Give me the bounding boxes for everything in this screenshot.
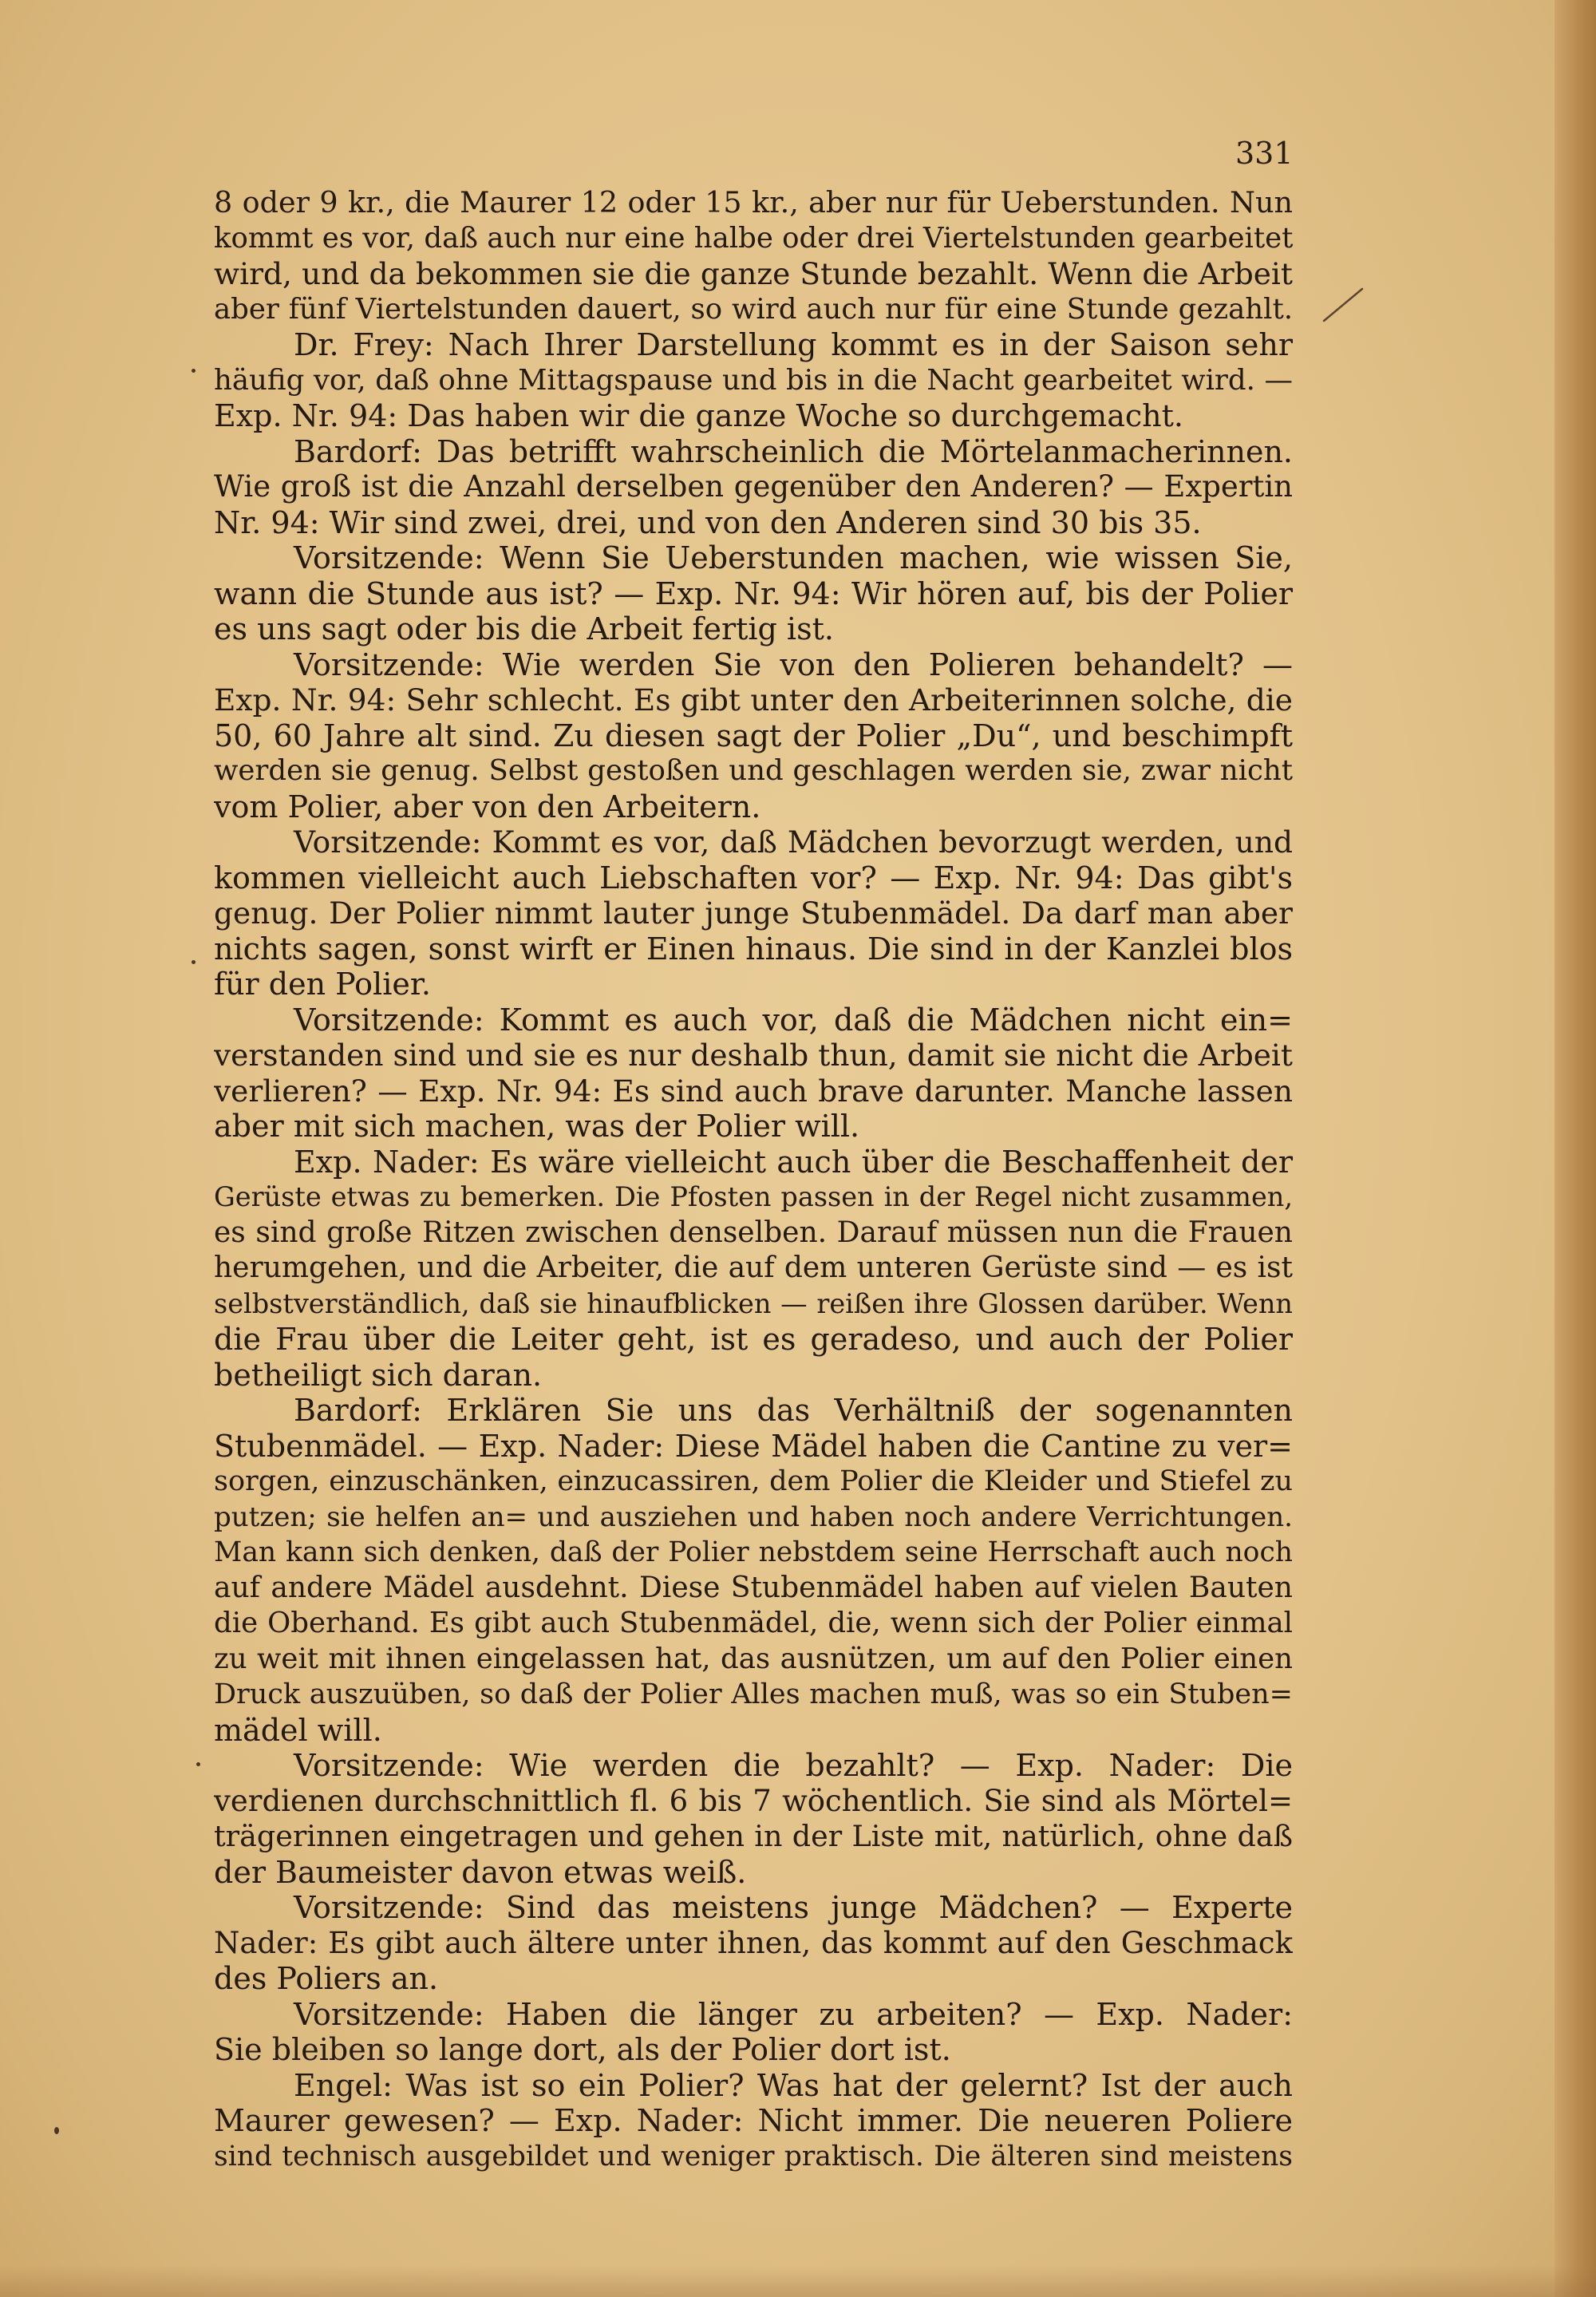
text-line: Sie bleiben so lange dort, als der Polier dort ist.: [214, 2032, 951, 2067]
text-line: wird, und da bekommen sie die ganze Stunde bezahlt. Wenn die Arbeit: [214, 256, 1293, 291]
text-line: putzen; sie helfen an= und ausziehen und haben noch andere Verrichtungen.: [214, 1500, 1293, 1533]
page-edge-shadow: [1555, 0, 1596, 2297]
text-line: 8 oder 9 kr., die Maurer 12 oder 15 kr., aber nur für Ueberstunden. Nun: [214, 185, 1293, 219]
text-line: wann die Stunde aus ist? — Exp. Nr. 94: Wir hören auf, bis der Polier: [214, 575, 1293, 611]
text-line: selbstverständlich, daß sie hinaufblicken — reißen ihre Glossen darüber. Wenn: [214, 1287, 1293, 1319]
text-line: Vorsitzende: Wie werden die bezahlt? — Exp. Nader: Die: [294, 1748, 1293, 1783]
text-line: Vorsitzende: Kommt es auch vor, daß die Mädchen nicht ein=: [294, 1002, 1293, 1038]
page-bottom-shadow: [0, 2265, 1596, 2297]
text-line: Bardorf: Erklären Sie uns das Verhältniß der sogenannten: [294, 1393, 1293, 1428]
text-line: verlieren? — Exp. Nr. 94: Es sind auch brave darunter. Manche lassen: [214, 1073, 1293, 1109]
text-line: die Oberhand. Es gibt auch Stubenmädel, die, wenn sich der Polier einmal: [214, 1607, 1293, 1639]
text-line: nichts sagen, sonst wirft er Einen hinaus. Die sind in der Kanzlei blos: [214, 931, 1293, 967]
text-line: Exp. Nr. 94: Sehr schlecht. Es gibt unter den Arbeiterinnen solche, die: [214, 682, 1293, 718]
text-line: verdienen durchschnittlich fl. 6 bis 7 wöchentlich. Sie sind als Mörtel=: [214, 1783, 1293, 1818]
text-line: Nr. 94: Wir sind zwei, drei, und von den Anderen sind 30 bis 35.: [214, 504, 1202, 540]
ink-speck: [192, 369, 196, 373]
text-line: 50, 60 Jahre alt sind. Zu diesen sagt der Polier „Du“, und beschimpft: [214, 718, 1293, 753]
text-line: herumgehen, und die Arbeiter, die auf dem unteren Gerüste sind — es ist: [214, 1251, 1293, 1284]
text-line: für den Polier.: [214, 967, 431, 1002]
text-line: Exp. Nader: Es wäre vielleicht auch über die Beschaffenheit der: [294, 1144, 1293, 1180]
text-line: Vorsitzende: Kommt es vor, daß Mädchen bevorzugt werden, und: [294, 824, 1293, 860]
text-line: Nader: Es gibt auch ältere unter ihnen, das kommt auf den Geschmack: [214, 1925, 1293, 1960]
body-text: [214, 185, 1293, 2174]
text-line: die Frau über die Leiter geht, ist es geradeso, und auch der Polier: [214, 1322, 1293, 1357]
text-line: es sind große Ritzen zwischen denselben. Darauf müssen nun die Frauen: [214, 1216, 1293, 1249]
text-line: verstanden sind und sie es nur deshalb thun, damit sie nicht die Arbeit: [214, 1038, 1293, 1073]
ink-speck: [54, 2127, 59, 2134]
text-line: der Baumeister davon etwas weiß.: [214, 1854, 747, 1890]
text-line: werden sie genug. Selbst gestoßen und geschlagen werden sie, zwar nicht: [214, 754, 1293, 787]
text-line: Man kann sich denken, daß der Polier nebstdem seine Herrschaft auch noch: [214, 1536, 1293, 1568]
pencil-margin-mark: [1321, 286, 1365, 324]
text-line: trägerinnen eingetragen und gehen in der Liste mit, natürlich, ohne daß: [214, 1819, 1293, 1853]
text-line: zu weit mit ihnen eingelassen hat, das ausnützen, um auf den Polier einen: [214, 1642, 1293, 1675]
text-line: kommt es vor, daß auch nur eine halbe oder drei Viertelstunden gearbeitet: [214, 221, 1293, 255]
text-line: aber mit sich machen, was der Polier will.: [214, 1109, 860, 1144]
text-line: Maurer gewesen? — Exp. Nader: Nicht immer. Die neueren Poliere: [214, 2103, 1293, 2138]
text-line: Wie groß ist die Anzahl derselben gegenüber den Anderen? — Expertin: [214, 469, 1293, 504]
ink-speck: [196, 1762, 200, 1766]
text-line: Bardorf: Das betrifft wahrscheinlich die Mörtelanmacherinnen.: [294, 433, 1293, 469]
text-line: genug. Der Polier nimmt lauter junge Stubenmädel. Da darf man aber: [214, 895, 1293, 931]
text-line: Vorsitzende: Sind das meistens junge Mädchen? — Experte: [294, 1890, 1293, 1925]
ink-speck: [192, 960, 196, 964]
text-line: des Poliers an.: [214, 1961, 439, 1996]
text-line: Gerüste etwas zu bemerken. Die Pfosten passen in der Regel nicht zusammen,: [214, 1181, 1293, 1212]
text-line: sorgen, einzuschänken, einzucassiren, dem Polier die Kleider und Stiefel zu: [214, 1465, 1293, 1497]
text-line: mädel will.: [214, 1712, 382, 1748]
page-number: 331: [1235, 136, 1294, 171]
text-line: Stubenmädel. — Exp. Nader: Diese Mädel haben die Cantine zu ver=: [214, 1428, 1293, 1464]
text-line: vom Polier, aber von den Arbeitern.: [214, 789, 761, 824]
text-line: es uns sagt oder bis die Arbeit fertig ist.: [214, 611, 834, 646]
text-line: Druck auszuüben, so daß der Polier Alles machen muß, was so ein Stuben=: [214, 1678, 1293, 1710]
text-line: Vorsitzende: Wie werden Sie von den Polieren behandelt? —: [294, 646, 1293, 682]
text-line: Vorsitzende: Haben die länger zu arbeiten? — Exp. Nader:: [294, 1996, 1293, 2032]
text-line: Vorsitzende: Wenn Sie Ueberstunden machen, wie wissen Sie,: [294, 540, 1293, 575]
text-line: auf andere Mädel ausdehnt. Diese Stubenmädel haben auf vielen Bauten: [214, 1571, 1293, 1604]
text-line: betheiligt sich daran.: [214, 1357, 543, 1393]
text-line: häufig vor, daß ohne Mittagspause und bis in die Nacht gearbeitet wird. —: [214, 363, 1293, 397]
text-line: Dr. Frey: Nach Ihrer Darstellung kommt es in der Saison sehr: [294, 327, 1293, 362]
text-line: aber fünf Viertelstunden dauert, so wird auch nur für eine Stunde gezahlt.: [214, 292, 1293, 326]
text-line: sind technisch ausgebildet und weniger praktisch. Die älteren sind meistens: [214, 2140, 1293, 2172]
text-line: Exp. Nr. 94: Das haben wir die ganze Woche so durchgemacht.: [214, 398, 1183, 433]
text-line: Engel: Was ist so ein Polier? Was hat der gelernt? Ist der auch: [294, 2067, 1293, 2103]
text-line: kommen vielleicht auch Liebschaften vor? — Exp. Nr. 94: Das gibt's: [214, 860, 1293, 895]
